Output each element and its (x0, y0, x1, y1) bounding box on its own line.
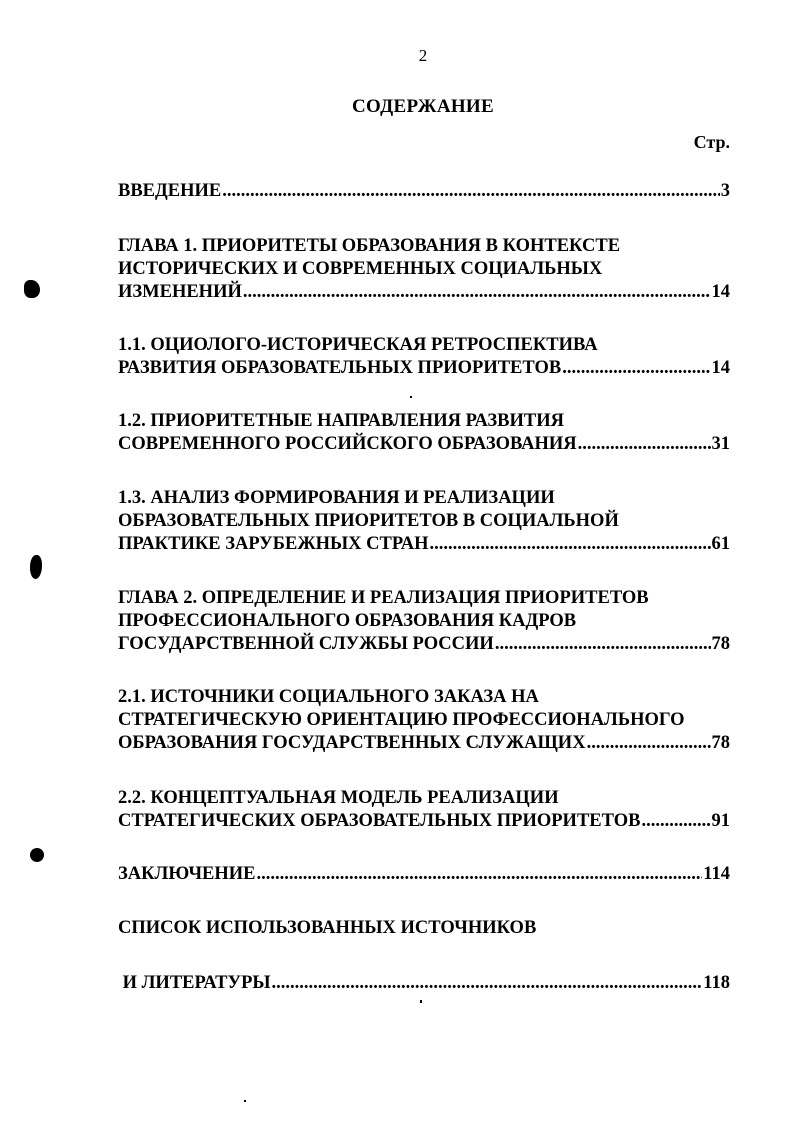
toc-entry-line: 2.1. ИСТОЧНИКИ СОЦИАЛЬНОГО ЗАКАЗА НА (118, 687, 539, 707)
toc-entry-title: РАЗВИТИЯ ОБРАЗОВАТЕЛЬНЫХ ПРИОРИТЕТОВ (118, 358, 562, 378)
page-title: СОДЕРЖАНИЕ (352, 96, 494, 117)
leader-dots (272, 972, 703, 995)
toc-entry-line: СТРАТЕГИЧЕСКУЮ ОРИЕНТАЦИЮ ПРОФЕССИОНАЛЬНОГО (118, 710, 685, 730)
leader-dots (430, 533, 711, 556)
toc-entry-section-2-2 (118, 787, 730, 833)
toc-entry-section-1-1 (118, 334, 730, 380)
dust-speck (244, 1100, 246, 1102)
leader-dots (257, 863, 703, 886)
leader-dots (641, 810, 710, 833)
toc-entry-line: ГЛАВА 1. ПРИОРИТЕТЫ ОБРАЗОВАНИЯ В КОНТЕКСТЕ (118, 236, 621, 256)
toc-entry-title: ГОСУДАРСТВЕННОЙ СЛУЖБЫ РОССИИ (118, 634, 494, 654)
toc-page-number: 31 (711, 434, 730, 454)
leader-dots (578, 433, 711, 456)
page-number: 2 (418, 46, 428, 65)
toc-entry-last-line (118, 972, 730, 995)
toc-entry-chapter-2 (118, 587, 730, 656)
toc-page-number: 78 (711, 634, 730, 654)
toc-page-number: 14 (711, 282, 730, 302)
ink-blot (27, 845, 47, 865)
toc-entry-section-2-1 (118, 686, 730, 755)
toc-entry-last-line (118, 732, 730, 755)
page-column-label: Стр. (693, 132, 730, 152)
dust-speck (420, 1000, 422, 1003)
leader-dots (562, 357, 710, 380)
toc-page-number: 114 (703, 864, 730, 884)
toc-page-number: 3 (720, 181, 730, 201)
toc-entry-chapter-1 (118, 235, 730, 304)
leader-dots (587, 732, 711, 755)
toc-entry-title: ЗАКЛЮЧЕНИЕ (118, 864, 256, 884)
toc-entry-title: ПРАКТИКЕ ЗАРУБЕЖНЫХ СТРАН (118, 534, 429, 554)
ink-blot (30, 555, 42, 579)
toc-entry-line: 2.2. КОНЦЕПТУАЛЬНАЯ МОДЕЛЬ РЕАЛИЗАЦИИ (118, 788, 559, 808)
toc-entry-line: ОБРАЗОВАТЕЛЬНЫХ ПРИОРИТЕТОВ В СОЦИАЛЬНОЙ (118, 511, 619, 531)
toc-entry-line: ГЛАВА 2. ОПРЕДЕЛЕНИЕ И РЕАЛИЗАЦИЯ ПРИОРИТЕТОВ (118, 588, 649, 608)
toc-entry-last-line (118, 533, 730, 556)
toc-entry-line: 1.1. ОЦИОЛОГО-ИСТОРИЧЕСКАЯ РЕТРОСПЕКТИВА (118, 335, 598, 355)
toc-entry-line: ПРОФЕССИОНАЛЬНОГО ОБРАЗОВАНИЯ КАДРОВ (118, 611, 577, 631)
toc-entry-last-line (118, 633, 730, 656)
toc-entry-section-1-3 (118, 487, 730, 556)
toc-page-number: 61 (711, 534, 730, 554)
leader-dots (495, 633, 711, 656)
toc-entry-section-1-2 (118, 410, 730, 456)
toc-page-number: 14 (711, 358, 730, 378)
toc-entry-last-line (118, 863, 730, 886)
leader-dots (243, 281, 711, 304)
toc-entry-introduction (118, 180, 730, 203)
toc-entry-title: СОВРЕМЕННОГО РОССИЙСКОГО ОБРАЗОВАНИЯ (118, 434, 577, 454)
toc-entry-title: СТРАТЕГИЧЕСКИХ ОБРАЗОВАТЕЛЬНЫХ ПРИОРИТЕТОВ (118, 811, 641, 831)
toc-entry-line: 1.2. ПРИОРИТЕТНЫЕ НАПРАВЛЕНИЯ РАЗВИТИЯ (118, 411, 564, 431)
toc-entry-conclusion (118, 863, 730, 886)
ink-blot (24, 280, 40, 298)
toc-page-number: 91 (711, 811, 730, 831)
toc-entry-line: 1.3. АНАЛИЗ ФОРМИРОВАНИЯ И РЕАЛИЗАЦИИ (118, 488, 555, 508)
toc-entry-last-line (118, 180, 730, 203)
toc-entry-line: СПИСОК ИСПОЛЬЗОВАННЫХ ИСТОЧНИКОВ (118, 918, 537, 938)
toc-entry-title: И ЛИТЕРАТУРЫ (118, 973, 271, 993)
toc-entry-references-heading (118, 917, 730, 940)
toc-entry-title: ИЗМЕНЕНИЙ (118, 282, 242, 302)
toc-entry-last-line (118, 281, 730, 304)
toc-entry-title: ВВЕДЕНИЕ (118, 181, 222, 201)
toc-entry-line: ИСТОРИЧЕСКИХ И СОВРЕМЕННЫХ СОЦИАЛЬНЫХ (118, 259, 603, 279)
leader-dots (222, 180, 720, 203)
toc-entry-references (118, 972, 730, 995)
toc-entry-last-line (118, 433, 730, 456)
toc-entry-last-line (118, 810, 730, 833)
dust-speck (410, 396, 412, 398)
toc-entry-title: ОБРАЗОВАНИЯ ГОСУДАРСТВЕННЫХ СЛУЖАЩИХ (118, 733, 586, 753)
toc-page-number: 78 (711, 733, 730, 753)
toc-entry-last-line (118, 357, 730, 380)
toc-page-number: 118 (703, 973, 730, 993)
